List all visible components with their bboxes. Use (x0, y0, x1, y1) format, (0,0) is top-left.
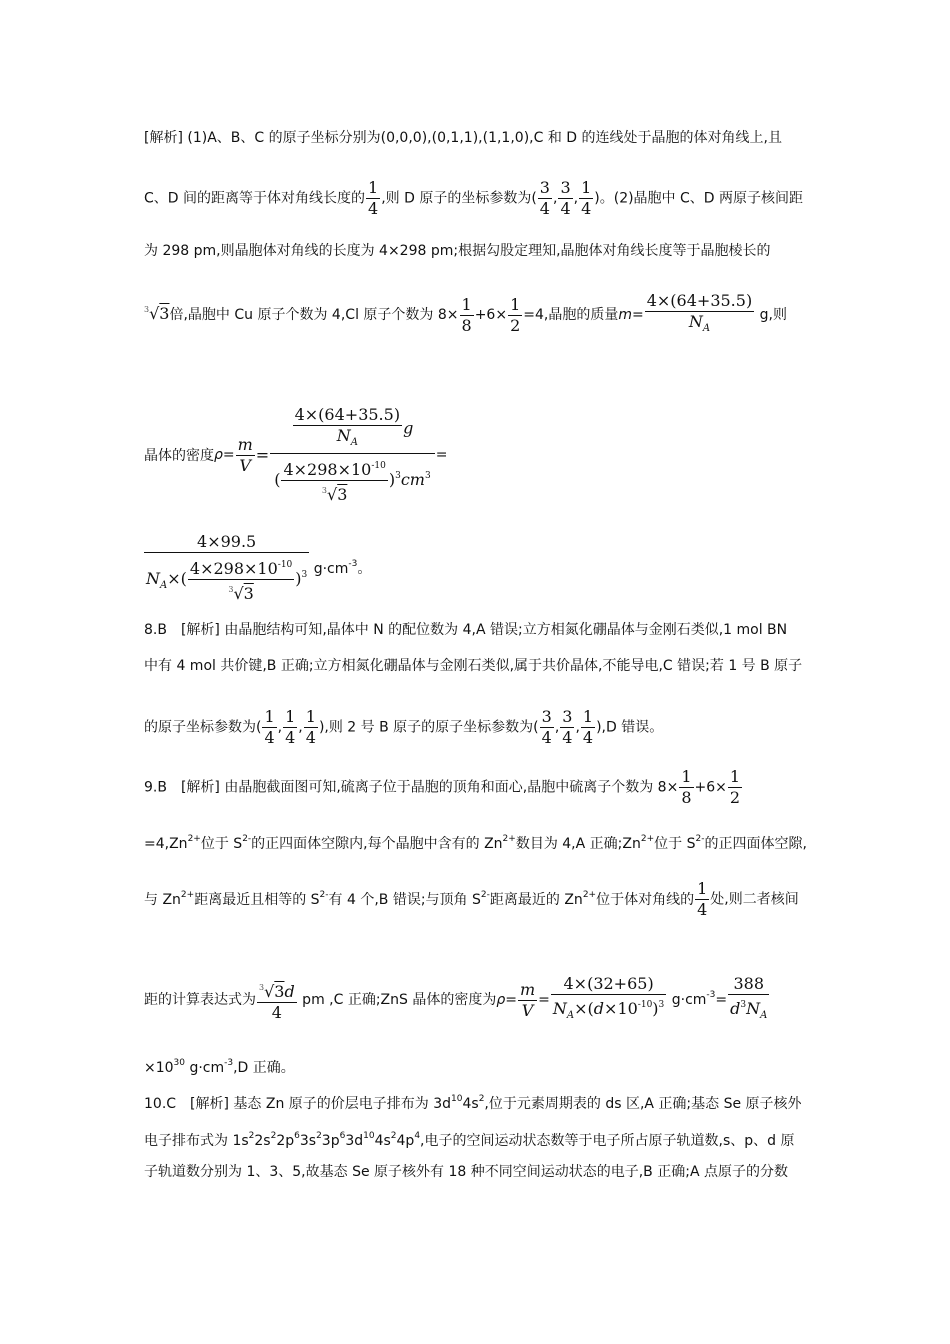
superscript: 2+ (502, 834, 516, 844)
text-line: 子轨道数分别为 1、3、5,故基态 Se 原子核外有 18 种不同空间运动状态的电子,B 正确;A 点原子的分数 (144, 1164, 788, 1180)
superscript: 2+ (582, 889, 597, 900)
text-run: 3p (321, 1133, 340, 1149)
text-run: 距离最近的 Zn (489, 891, 583, 908)
superscript: 2+ (187, 834, 201, 844)
superscript: 2- (480, 889, 490, 900)
text-line: $\times 10^{30}$ $g\cdot cm^{-3},D$ 正确。 (144, 1058, 295, 1076)
text-run: 10.C [解析] 基态 Zn 原子的价层电子排布为 3d (144, 1096, 452, 1112)
final-density: 4×99.5 $N_A\times$( $\frac{4\times 298\times 10^{-10}}{^3√3}$ )$^3$ $g\cdot cm^{-3}$。 (146, 532, 372, 603)
superscript: 2- (695, 834, 705, 844)
superscript: 2 (248, 1131, 255, 1141)
superscript: 6 (339, 1131, 346, 1141)
text-run: =4,Zn (144, 836, 188, 852)
fraction: $\frac{1}{4}$ (368, 178, 379, 218)
superscript: 2+ (180, 889, 195, 900)
text-run: 2p (276, 1133, 295, 1149)
text-run: ,电子的空间运动状态数等于电子所占原子轨道数,s、p、d 原 (420, 1133, 795, 1149)
text-run: 4p (396, 1133, 415, 1149)
text-line: 为 298 pm,则晶胞体对角线的长度为 4×298 pm;根据勾股定理知,晶胞体对角线长度等于晶胞棱长的 (144, 243, 771, 259)
text-line: C、D 间的距离等于体对角线长度的 $\frac{1}{4}$ ,则 D 原子的坐标参数为( $\frac{3}{4}$ , $\frac{3}{4}$ , $\frac{1}{4}$ )。(2)晶胞中 C、D 两原子核间距 (144, 178, 804, 218)
text-line (144, 829, 807, 854)
text-line: 的原子坐标参数为( $\frac{1}{4}$ , $\frac{1}{4}$ , $\frac{1}{4}$ ),则 2 号 B 原子的原子坐标参数为( $\frac{3}{4}$ , $\frac{3}{4}$ , $\frac{1}{4}$ ),D 错误。 (144, 707, 664, 747)
superscript: 2 (316, 1131, 322, 1141)
text-line (144, 1089, 802, 1114)
text-run: 数目为 4,A 正确;Zn (515, 836, 641, 852)
superscript: 2+ (640, 834, 655, 844)
superscript: 10 (451, 1094, 463, 1104)
text-line: 8.B [解析] 由晶胞结构可知,晶体中 N 的配位数为 4,A 错误;立方相氮化硼晶体与金刚石类似,1 mol BN (144, 622, 788, 638)
superscript: 2- (319, 889, 329, 900)
text-run: 4s (462, 1096, 479, 1112)
text-run: 位于 S (654, 836, 696, 852)
text-run: 的正四面体空隙, (704, 836, 807, 852)
text-line: $^3$√3倍,晶胞中 Cu 原子个数为 4,Cl 原子个数为 8× $\frac{1}{8}$ +6× $\frac{1}{2}$ =4,晶胞的质量m= $\frac{4\times(64+35.5)}{N_A}$ g,则 (144, 291, 787, 339)
text-line: 中有 4 mol 共价键,B 正确;立方相氮化硼晶体与金刚石类似,属于共价晶体,不能导电,C 错误;若 1 号 B 原子 (144, 658, 803, 674)
text-line: 距的计算表达式为 $\frac{^3√3d}{4}$ pm ,C 正确;ZnS 晶体的密度为ρ= $\frac{m}{V}$ = $\frac{4\times(32+65)}{N_A\times(d\times 10^{-10})^3}$ $g\cdot cm^{-3}=$ $\frac{388}{d^3N_A}$ (144, 974, 768, 1022)
text-run: 2s (254, 1133, 271, 1149)
text-line: 9.B [解析] 由晶胞截面图可知,硫离子位于晶胞的顶角和面心,晶胞中硫离子个数为 8× $\frac{1}{8}$ +6× $\frac{1}{2}$ (144, 767, 741, 807)
text-line: 与 $Zn^{2+}$距离最近且相等的 $S^{2-}$有 4 个,B 错误;与顶角 $S^{2-}$距离最近的 $Zn^{2+}$位于体对角线的 $\frac{1}{4}$ 处,则二者核间 (144, 879, 799, 919)
text-run: 电子排布式为 1s (144, 1133, 249, 1149)
text-run: 距离最近且相等的 S (194, 891, 320, 908)
text-line (144, 1126, 794, 1151)
text-run: 位于 S (200, 836, 243, 852)
text-run: ,位于元素周期表的 ds 区,A 正确;基态 Se 原子核外 (484, 1096, 802, 1112)
text-run: 有 4 个,B 错误;与顶角 S (328, 891, 481, 908)
text-line: [解析] (1)A、B、C 的原子坐标分别为(0,0,0),(0,1,1),(1,1,0),C 和 D 的连线处于晶胞的体对角线上,且 (144, 130, 782, 146)
superscript: 2 (478, 1094, 485, 1104)
text-run: 3d (345, 1133, 364, 1149)
superscript: 2 (270, 1131, 277, 1141)
complex-fraction: $\frac{4\times(64+35.5)}{N_A}$ g ( $\frac{4\times 298\times 10^{-10}}{^3√3}$ )$^3cm^3$ (270, 405, 435, 505)
superscript: 4 (414, 1131, 421, 1141)
density-formula: 晶体的密度ρ= $\frac{m}{V}$ = $\frac{4\times(64+35.5)}{N_A}$ g ( $\frac{4\times 298\times 10^{-10}}{^3√3}$ )$^3cm^3$ = (144, 405, 448, 504)
superscript: 2- (242, 834, 252, 844)
cube-root: $^3$√3 (144, 304, 170, 323)
mass-fraction: $\frac{4\times(64+35.5)}{N_A}$ (646, 291, 753, 334)
text-run: 4s (374, 1133, 391, 1149)
superscript: 6 (294, 1131, 300, 1141)
text-run: 的正四面体空隙内,每个晶胞中含有的 Zn (251, 836, 503, 852)
superscript: 2 (390, 1131, 397, 1141)
text-run: 位于体对角线的 (596, 891, 695, 908)
superscript: 10 (363, 1131, 375, 1141)
text-run: 3s (299, 1133, 317, 1149)
text-run: 与 Zn (144, 891, 181, 908)
